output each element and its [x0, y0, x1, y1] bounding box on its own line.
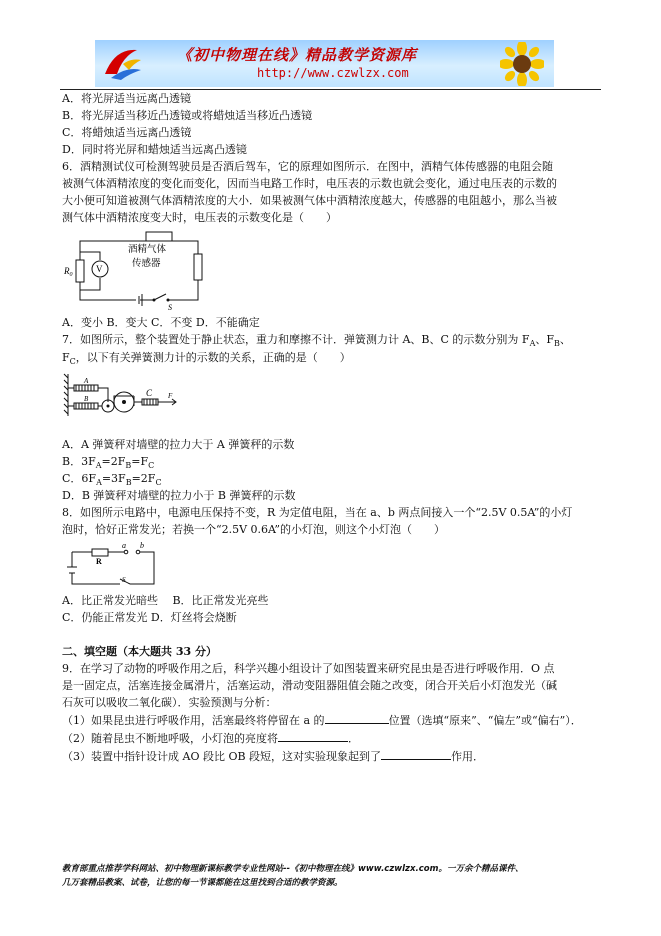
q6-circuit-diagram	[60, 230, 210, 312]
force-f-label: F	[168, 392, 173, 400]
q7-stem-line2: $F_C$，以下有关弹簧测力计的示数的关系，正确的是（ ）	[62, 351, 351, 367]
q5-option-b: B．将光屏适当移近凸透镜或将蜡烛适当移近凸透镜	[62, 109, 313, 122]
r0-label: $R_0$	[64, 266, 73, 278]
q7-option-a: A．A 弹簧秤对墙壁的拉力大于 A 弹簧秤的示数	[62, 438, 295, 451]
q7-spring-diagram	[62, 372, 182, 420]
q8-stem-line1: 8．如图所示电路中，电源电压保持不变，R 为定值电阻，当在 a、b 两点间接入一个“2.5V 0.5A”的小灯	[62, 506, 573, 519]
q6-stem-line1: 6．酒精测试仪可检测驾驶员是否酒后驾车，它的原理如图所示．在图中，酒精气体传感器的电阻会随	[62, 160, 553, 173]
switch-s-label: S	[122, 576, 126, 584]
sensor-label-2: 传感器	[132, 258, 161, 269]
q9-stem-line1: 9．在学习了动物的呼吸作用之后，科学兴趣小组设计了如图装置来研究昆虫是否进行呼吸作用．O 点	[62, 662, 555, 675]
answer-blank-1[interactable]	[325, 712, 389, 724]
point-a-label: a	[122, 542, 126, 550]
banner-url[interactable]: http://www.czwlzx.com	[257, 66, 409, 80]
q6-options: A．变小 B．变大 C．不变 D．不能确定	[62, 316, 260, 329]
q8-options-line2: C．仍能正常发光 D．灯丝将会烧断	[62, 611, 237, 624]
q7-option-b: B．$3F_A=2F_B=F_C$	[62, 455, 155, 471]
q6-stem-line3: 大小便可知道被测气体酒精浓度的大小．如果被测气体中酒精浓度越大，传感器的电阻越小，那么当被	[62, 194, 557, 207]
sunflower-icon	[500, 42, 544, 86]
q9-item-3: （3）装置中指针设计成 AO 段比 OB 段短，这对实验现象起到了 作用．	[62, 750, 485, 763]
q9-stem-line2: 是一固定点，活塞连接金属滑片，活塞运动，滑动变阻器阻值会随之改变，闭合开关后小灯泡发光（碱	[62, 679, 557, 692]
spring-c-label: C	[146, 388, 153, 398]
q6-stem-line4: 测气体中酒精浓度变大时，电压表的示数变化是（ ）	[62, 211, 337, 224]
spring-a-label: A	[84, 377, 89, 385]
resistor-r-label: R	[96, 557, 102, 566]
voltmeter-label: V	[96, 264, 103, 274]
q7-option-d: D．B 弹簧秤对墙壁的拉力小于 B 弹簧秤的示数	[62, 489, 296, 502]
q8-circuit-diagram	[62, 542, 160, 590]
banner-title: 《初中物理在线》精品教学资源库	[177, 46, 418, 64]
q7-option-c: C．$6F_A=3F_B=2F_C$	[62, 472, 162, 488]
q9-item-2: （2）随着昆虫不断地呼吸，小灯泡的亮度将 ．	[62, 732, 359, 745]
point-b-label: b	[140, 542, 144, 550]
sensor-label-1: 酒精气体	[128, 244, 167, 255]
q5-option-c: C．将蜡烛适当远离凸透镜	[62, 126, 192, 139]
logo-icon	[101, 44, 145, 82]
q8-options-line1: A．比正常发光暗些 B．比正常发光亮些	[62, 594, 269, 607]
header-banner	[95, 40, 554, 87]
q7-stem-line1: 7．如图所示，整个装置处于静止状态，重力和摩擦不计．弹簧测力计 A、B、C 的示数分别为 $F_A$、$F_B$、	[62, 333, 571, 349]
q8-stem-line2: 泡时，恰好正常发光；若换一个“2.5V 0.6A”的小灯泡，则这个小灯泡（ ）	[62, 523, 445, 536]
q5-option-d: D．同时将光屏和蜡烛适当远离凸透镜	[62, 143, 247, 156]
q6-stem-line2: 被测气体酒精浓度的变化而变化，因而当电路工作时，电压表的示数也就会变化，通过电压表的示数的	[62, 177, 557, 190]
footer-line2: 几万套精品教案、试卷，让您的每一节课都能在这里找到合适的教学资源。	[62, 878, 343, 888]
spring-b-label: B	[84, 395, 89, 403]
switch-label: S	[168, 303, 172, 312]
q9-item-1: （1）如果昆虫进行呼吸作用，活塞最终将停留在 a 的 位置（选填“原来”、“偏左”或“偏右”）．	[62, 714, 582, 727]
answer-blank-2[interactable]	[278, 730, 348, 742]
answer-blank-3[interactable]	[381, 748, 451, 760]
q5-option-a: A．将光屏适当远离凸透镜	[62, 92, 191, 105]
q9-stem-line3: 石灰可以吸收二氧化碳）．实验预测与分析：	[62, 696, 277, 709]
footer-line1: 教育部重点推荐学科网站、初中物理新课标教学专业性网站--《初中物理在线》www.czwlzx.com。一万余个精品课件、	[62, 864, 524, 874]
section-heading: 二、填空题（本大题共 33 分）	[62, 645, 217, 658]
